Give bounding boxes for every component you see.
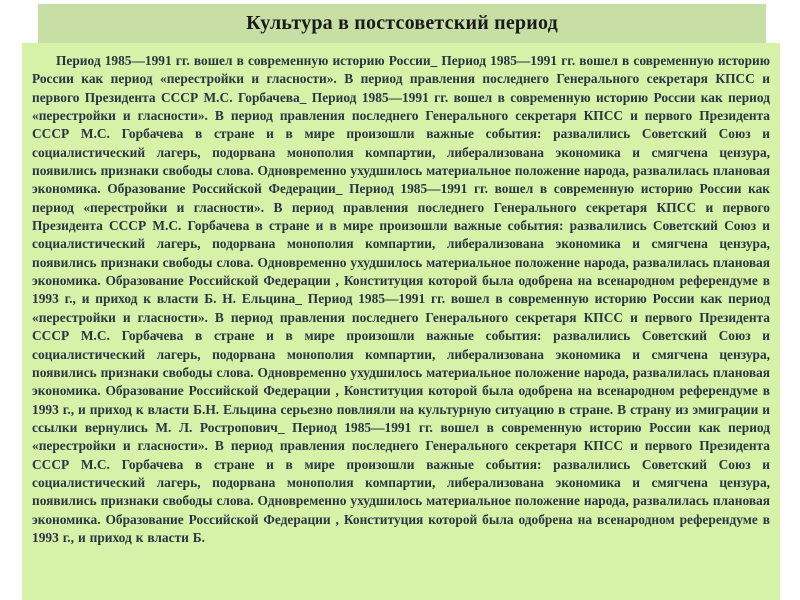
slide-body-text: Период 1985—1991 гг. вошел в современную историю России_ Период 1985—1991 гг. вошел в современную историю России как период «перестройки и гласности». В период правления последнего Генерального секретаря КПСС и первого Президента СССР М.С. Горбачева_ Период 1985—1991 гг. вошел в современную историю России как период «перестройки и гласности». В период правления последнего Генерального секретаря КПСС и первого Президента СССР М.С. Горбачева в стране и в мире произошли важные события: развалились Советский Союз и социалистический лагерь, подорвана монополия компартии, либерализована экономика и смягчена цензура, появились признаки свободы слова. Одновременно ухудшилось материальное положение народа, развалилась плановая экономика. Образование Российской Федерации_ Период 1985—1991 гг. вошел в современную историю России как период «перестройки и гласности». В период правления последнего Генерального секретаря КПСС и первого Президента СССР М.С. Горбачева в стране и в мире произошли важные события: развалились Советский Союз и социалистический лагерь, подорвана монополия компартии, либерализована экономика и смягчена цензура, появились признаки свободы слова. Одновременно ухудшилось материальное положение народа, развалилась плановая экономика. Образование Российской Федерации , Конституция которой была одобрена на всенародном референдуме в 1993 г., и приход к власти Б. Н. Ельцина_ Период 1985—1991 гг. вошел в современную историю России как период «перестройки и гласности». В период правления последнего Генерального секретаря КПСС и первого Президента СССР М.С. Горбачева в стране и в мире произошли важные события: развалились Советский Союз и социалистический лагерь, подорвана монополия компартии, либерализована экономика и смягчена цензура, появились признаки свободы слова. Одновременно ухудшилось материальное положение народа, развалилась плановая экономика. Образование Российской Федерации , Конституция которой была одобрена на всенародном референдуме в 1993 г., и приход к власти Б.Н. Ельцина серьезно повлияли на культурную ситуацию в стране. В страну из эмиграции и ссылки вернулись М. Л. Ростропович_ Период 1985—1991 гг. вошел в современную историю России как период «перестройки и гласности». В период правления последнего Генерального секретаря КПСС и первого Президента СССР М.С. Горбачева в стране и в мире произошли важные события: развалились Советский Союз и социалистический лагерь, подорвана монополия компартии, либерализована экономика и смягчена цензура, появились признаки свободы слова. Одновременно ухудшилось материальное положение народа, развалилась плановая экономика. Образование Российской Федерации , Конституция которой была одобрена на всенародном референдуме в 1993 г., и приход к власти Б. [32,53,770,545]
slide-title-bar [38,4,766,43]
slide-title: Культура в постсоветский период [246,12,558,34]
slide-content-box [22,43,780,600]
